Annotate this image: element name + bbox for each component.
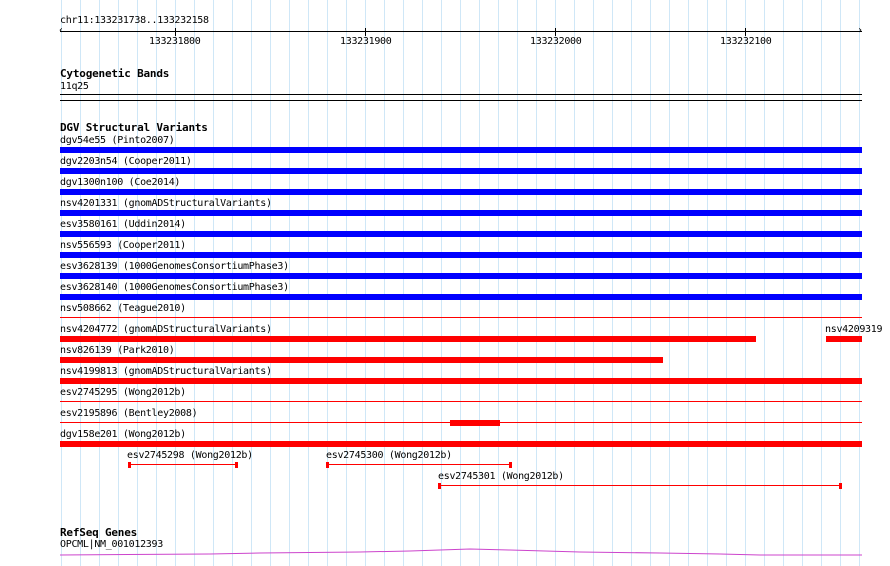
variant-bar[interactable] [60,317,862,318]
variant-bar[interactable] [439,485,842,486]
variant-bar[interactable] [129,464,237,465]
variant-label: nsv4201331 (gnomADStructuralVariants) [60,198,272,209]
variant-bar[interactable] [450,420,500,426]
variant-label: nsv556593 (Cooper2011) [60,240,186,251]
variant-bar[interactable] [60,273,862,279]
cytoband-line[interactable] [60,100,862,101]
variant-bar[interactable] [826,336,862,342]
variant-bar[interactable] [60,252,862,258]
right-arrow-icon: › [857,25,864,36]
variant-bar[interactable] [60,336,756,342]
track-title: Cytogenetic Bands [60,67,170,80]
variant-bar[interactable] [60,401,862,402]
variant-label: nsv826139 (Park2010) [60,345,175,356]
left-arrow-icon: ‹ [58,25,65,36]
variant-bar[interactable] [60,378,862,384]
variant-endcap [326,462,329,468]
variant-bar[interactable] [60,441,862,447]
variant-bar[interactable] [327,464,511,465]
variant-label: esv2745298 (Wong2012b) [127,450,253,461]
variant-label: esv2745300 (Wong2012b) [326,450,452,461]
variant-bar[interactable] [60,357,663,363]
ruler-tick-label: 133231900 [340,36,392,47]
cytoband-line[interactable] [60,94,862,95]
cytoband-label: 11q25 [60,81,89,92]
gene-label: OPCML|NM_001012393 [60,539,163,550]
variant-label: esv3628139 (1000GenomesConsortiumPhase3) [60,261,289,272]
variant-endcap [438,483,441,489]
track-title: RefSeq Genes [60,526,138,539]
ruler-tick [175,28,176,36]
variant-label: nsv4209319 [825,324,883,335]
variant-label: nsv4199813 (gnomADStructuralVariants) [60,366,272,377]
ruler-tick-label: 133232100 [720,36,772,47]
variant-bar[interactable] [60,168,862,174]
ruler-axis [60,31,862,32]
variant-label: nsv4204772 (gnomADStructuralVariants) [60,324,272,335]
location-label: chr11:133231738..133232158 [60,15,209,26]
variant-bar[interactable] [60,231,862,237]
variant-endcap [235,462,238,468]
variant-bar[interactable] [60,189,862,195]
variant-endcap [839,483,842,489]
ruler-tick-label: 133231800 [149,36,201,47]
variant-label: esv2745301 (Wong2012b) [438,471,564,482]
variant-label: dgv2203n54 (Cooper2011) [60,156,192,167]
gene-coverage-line [60,549,862,555]
variant-label: esv3628140 (1000GenomesConsortiumPhase3) [60,282,289,293]
variant-label: dgv158e201 (Wong2012b) [60,429,186,440]
variant-bar[interactable] [60,147,862,153]
track-title: DGV Structural Variants [60,121,208,134]
variant-bar[interactable] [60,210,862,216]
variant-label: dgv54e55 (Pinto2007) [60,135,175,146]
variant-label: dgv1300n100 (Coe2014) [60,177,181,188]
gene-coverage[interactable] [60,546,862,558]
variant-label: esv2745295 (Wong2012b) [60,387,186,398]
variant-endcap [509,462,512,468]
variant-label: esv3580161 (Uddin2014) [60,219,186,230]
variant-label: esv2195896 (Bentley2008) [60,408,198,419]
variant-label: nsv508662 (Teague2010) [60,303,186,314]
ruler-tick [365,28,366,36]
ruler-tick-label: 133232000 [530,36,582,47]
variant-bar[interactable] [60,294,862,300]
ruler-tick [555,28,556,36]
ruler-tick [745,28,746,36]
variant-endcap [128,462,131,468]
